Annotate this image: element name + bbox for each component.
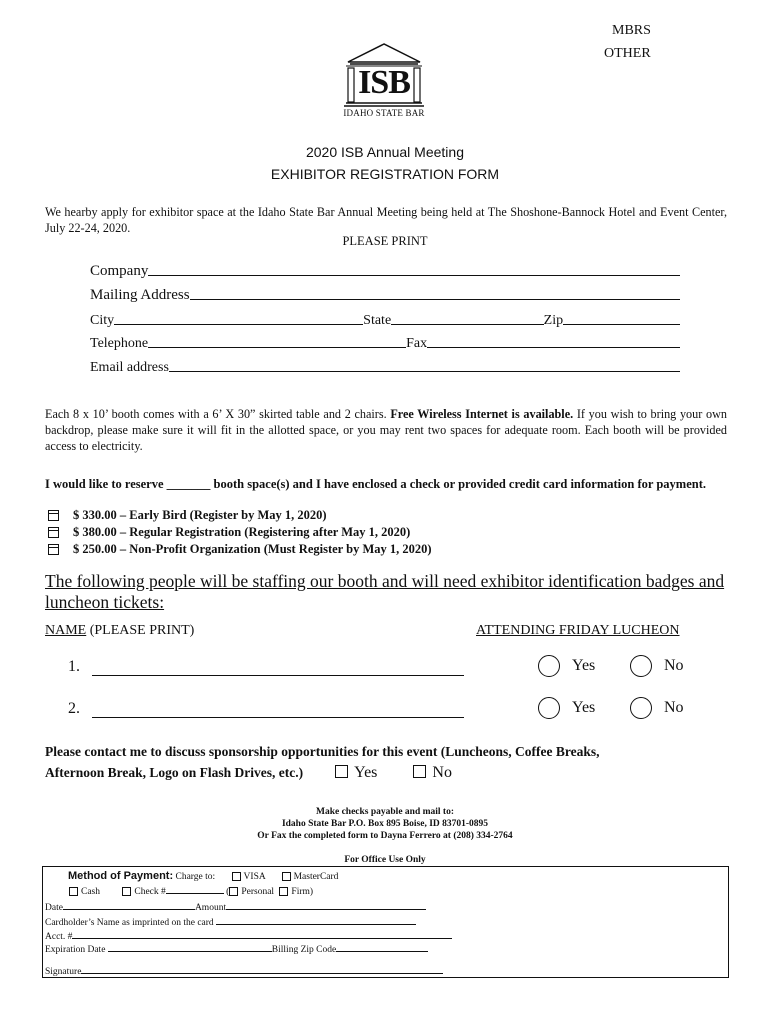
payment-method-label: Method of Payment: (68, 870, 174, 882)
attending-1-yes[interactable] (538, 655, 595, 677)
email-field[interactable] (90, 354, 680, 376)
option-non-profit-label: $ 250.00 – Non-Profit Organization (Must Register by May 1, 2020) (73, 542, 432, 556)
sponsor-no-checkbox[interactable] (413, 765, 426, 778)
firm-checkbox[interactable] (279, 887, 288, 896)
zip-line[interactable] (563, 308, 680, 325)
signature-line[interactable] (81, 964, 443, 974)
office-use-heading: For Office Use Only (344, 855, 426, 865)
name-note: (PLEASE PRINT) (86, 623, 195, 638)
state-label: State (363, 313, 392, 328)
telephone-label: Telephone (90, 336, 149, 351)
please-print-label: PLEASE PRINT (342, 234, 428, 248)
cash-checkbox[interactable] (69, 887, 78, 896)
amount-label: Amount (194, 903, 227, 913)
logo-letters: ISB (358, 64, 410, 101)
attending-1-no[interactable] (630, 655, 684, 677)
sponsor-line-2 (45, 762, 735, 783)
checkbox-icon[interactable] (48, 544, 59, 555)
staff-heading: The following people will be staffing our booth and will need exhibitor identification badges and luncheon tickets: (45, 571, 725, 612)
check-number-line[interactable] (166, 884, 224, 894)
sponsor-yes-label: Yes (354, 764, 378, 781)
option-regular-label: $ 380.00 – Regular Registration (Registering after May 1, 2020) (73, 525, 411, 539)
no-label: No (664, 699, 684, 716)
staff-row-1 (68, 658, 464, 676)
personal-checkbox[interactable] (229, 887, 238, 896)
radio-no-1[interactable] (630, 655, 652, 677)
mail-line-1: Make checks payable and mail to: (315, 807, 454, 817)
fax-line[interactable] (427, 331, 680, 348)
zip-label: Zip (543, 313, 564, 328)
staff-row-number: 2. (68, 700, 80, 717)
state-line[interactable] (391, 308, 543, 325)
city-state-zip-field[interactable] (90, 307, 680, 329)
sponsor-line-1: Please contact me to discuss sponsorship opportunities for this event (Luncheons, Coffee Breaks, (45, 744, 600, 759)
attending-column-header: ATTENDING FRIDAY LUCHEON (476, 623, 680, 638)
charge-to-label: Charge to: (175, 872, 216, 882)
date-line[interactable] (63, 900, 195, 910)
mailing-address-label: Mailing Address (90, 287, 190, 303)
payment-method-row (68, 870, 338, 882)
code-other: OTHER (604, 46, 651, 61)
mastercard-label: MasterCard (293, 872, 339, 882)
telephone-fax-field[interactable] (90, 330, 680, 352)
sponsor-line-2-text: Afternoon Break, Logo on Flash Drives, etc.) (45, 765, 304, 780)
option-regular[interactable] (45, 524, 410, 541)
city-line[interactable] (114, 308, 363, 325)
date-label: Date (45, 903, 63, 913)
signature-label: Signature (45, 967, 82, 977)
check-label: Check # (134, 887, 166, 897)
yes-label: Yes (572, 657, 596, 674)
attending-2-yes[interactable] (538, 697, 595, 719)
mailing-address-line[interactable] (190, 283, 680, 300)
sponsor-no-label: No (432, 764, 452, 781)
checkbox-icon[interactable] (48, 527, 59, 538)
option-non-profit[interactable] (45, 541, 432, 558)
booth-info-part2: If you wish to bring your own backdrop, please make sure it will fit in the allotted space, or you may rent two spaces for adequate room. Each booth will be provided access to electricity. (45, 407, 727, 453)
reserve-text (45, 476, 727, 492)
radio-no-2[interactable] (630, 697, 652, 719)
expiration-row (45, 942, 428, 955)
no-label: No (664, 657, 684, 674)
mail-line-2: Idaho State Bar P.O. Box 895 Boise, ID 83701-0895 (281, 819, 489, 829)
staff-row-2 (68, 700, 464, 718)
office-use-box (42, 866, 729, 978)
firm-label: Firm) (291, 887, 314, 897)
acct-line[interactable] (72, 929, 452, 939)
checkbox-icon[interactable] (48, 510, 59, 521)
page-title: 2020 ISB Annual Meeting (305, 144, 464, 160)
cardholder-label: Cardholder’s Name as imprinted on the card (45, 918, 214, 928)
billing-zip-label: Billing Zip Code (271, 945, 337, 955)
company-label: Company (90, 263, 149, 279)
mastercard-checkbox[interactable] (282, 872, 291, 881)
staff-row-number: 1. (68, 658, 80, 675)
signature-row (45, 964, 443, 977)
wireless-notice: Free Wireless Internet is available. (390, 407, 574, 421)
expiration-label: Expiration Date (45, 945, 106, 955)
staff-name-line-1[interactable] (92, 661, 464, 676)
personal-label: Personal (241, 887, 275, 897)
yes-label: Yes (572, 699, 596, 716)
company-field[interactable] (90, 258, 680, 280)
name-column-header (45, 623, 194, 639)
date-amount-row (45, 900, 426, 913)
visa-checkbox[interactable] (232, 872, 241, 881)
acct-label: Acct. # (45, 932, 73, 942)
intro-text: We hearby apply for exhibitor space at the Idaho State Bar Annual Meeting being held at The Shoshone-Bannock Hotel and Event Center, July 22-24, 2020. (45, 205, 727, 235)
expiration-line[interactable] (108, 942, 272, 952)
city-label: City (90, 313, 115, 328)
option-early-bird[interactable] (45, 507, 327, 524)
telephone-line[interactable] (148, 331, 406, 348)
sponsor-yes-checkbox[interactable] (335, 765, 348, 778)
logo-caption: IDAHO STATE BAR (343, 108, 425, 118)
reserve-after: booth space(s) and I have enclosed a check or provided credit card information for payment. (210, 477, 706, 491)
booth-count-blank[interactable]: _______ (166, 477, 211, 491)
cash-label: Cash (81, 887, 100, 897)
visa-label: VISA (243, 872, 266, 882)
amount-line[interactable] (226, 900, 426, 910)
code-mbrs: MBRS (612, 23, 651, 38)
email-line[interactable] (169, 355, 680, 372)
reserve-before: I would like to reserve (45, 477, 167, 491)
radio-yes-1[interactable] (538, 655, 560, 677)
check-checkbox[interactable] (122, 887, 131, 896)
option-early-bird-label: $ 330.00 – Early Bird (Register by May 1, 2020) (73, 508, 327, 522)
cardholder-row (45, 915, 416, 928)
attending-2-no[interactable] (630, 697, 684, 719)
booth-info-text (45, 406, 727, 454)
staff-name-line-2[interactable] (92, 703, 464, 718)
name-label: NAME (45, 623, 87, 638)
email-label: Email address (90, 360, 169, 375)
radio-yes-2[interactable] (538, 697, 560, 719)
booth-info-part1: Each 8 x 10’ booth comes with a 6’ X 30” skirted table and 2 chairs. (45, 407, 391, 421)
isb-logo (338, 42, 430, 122)
billing-zip-line[interactable] (336, 942, 428, 952)
cardholder-line[interactable] (216, 915, 416, 925)
acct-row (45, 929, 452, 942)
page-subtitle: EXHIBITOR REGISTRATION FORM (270, 166, 500, 182)
fax-label: Fax (406, 336, 428, 351)
cash-check-row: Cash Check # ( Personal Firm) (69, 884, 313, 897)
mailing-address-field[interactable] (90, 282, 680, 304)
mail-line-3: Or Fax the completed form to Dayna Ferrero at (208) 334-2764 (257, 831, 513, 841)
company-line[interactable] (148, 259, 680, 276)
